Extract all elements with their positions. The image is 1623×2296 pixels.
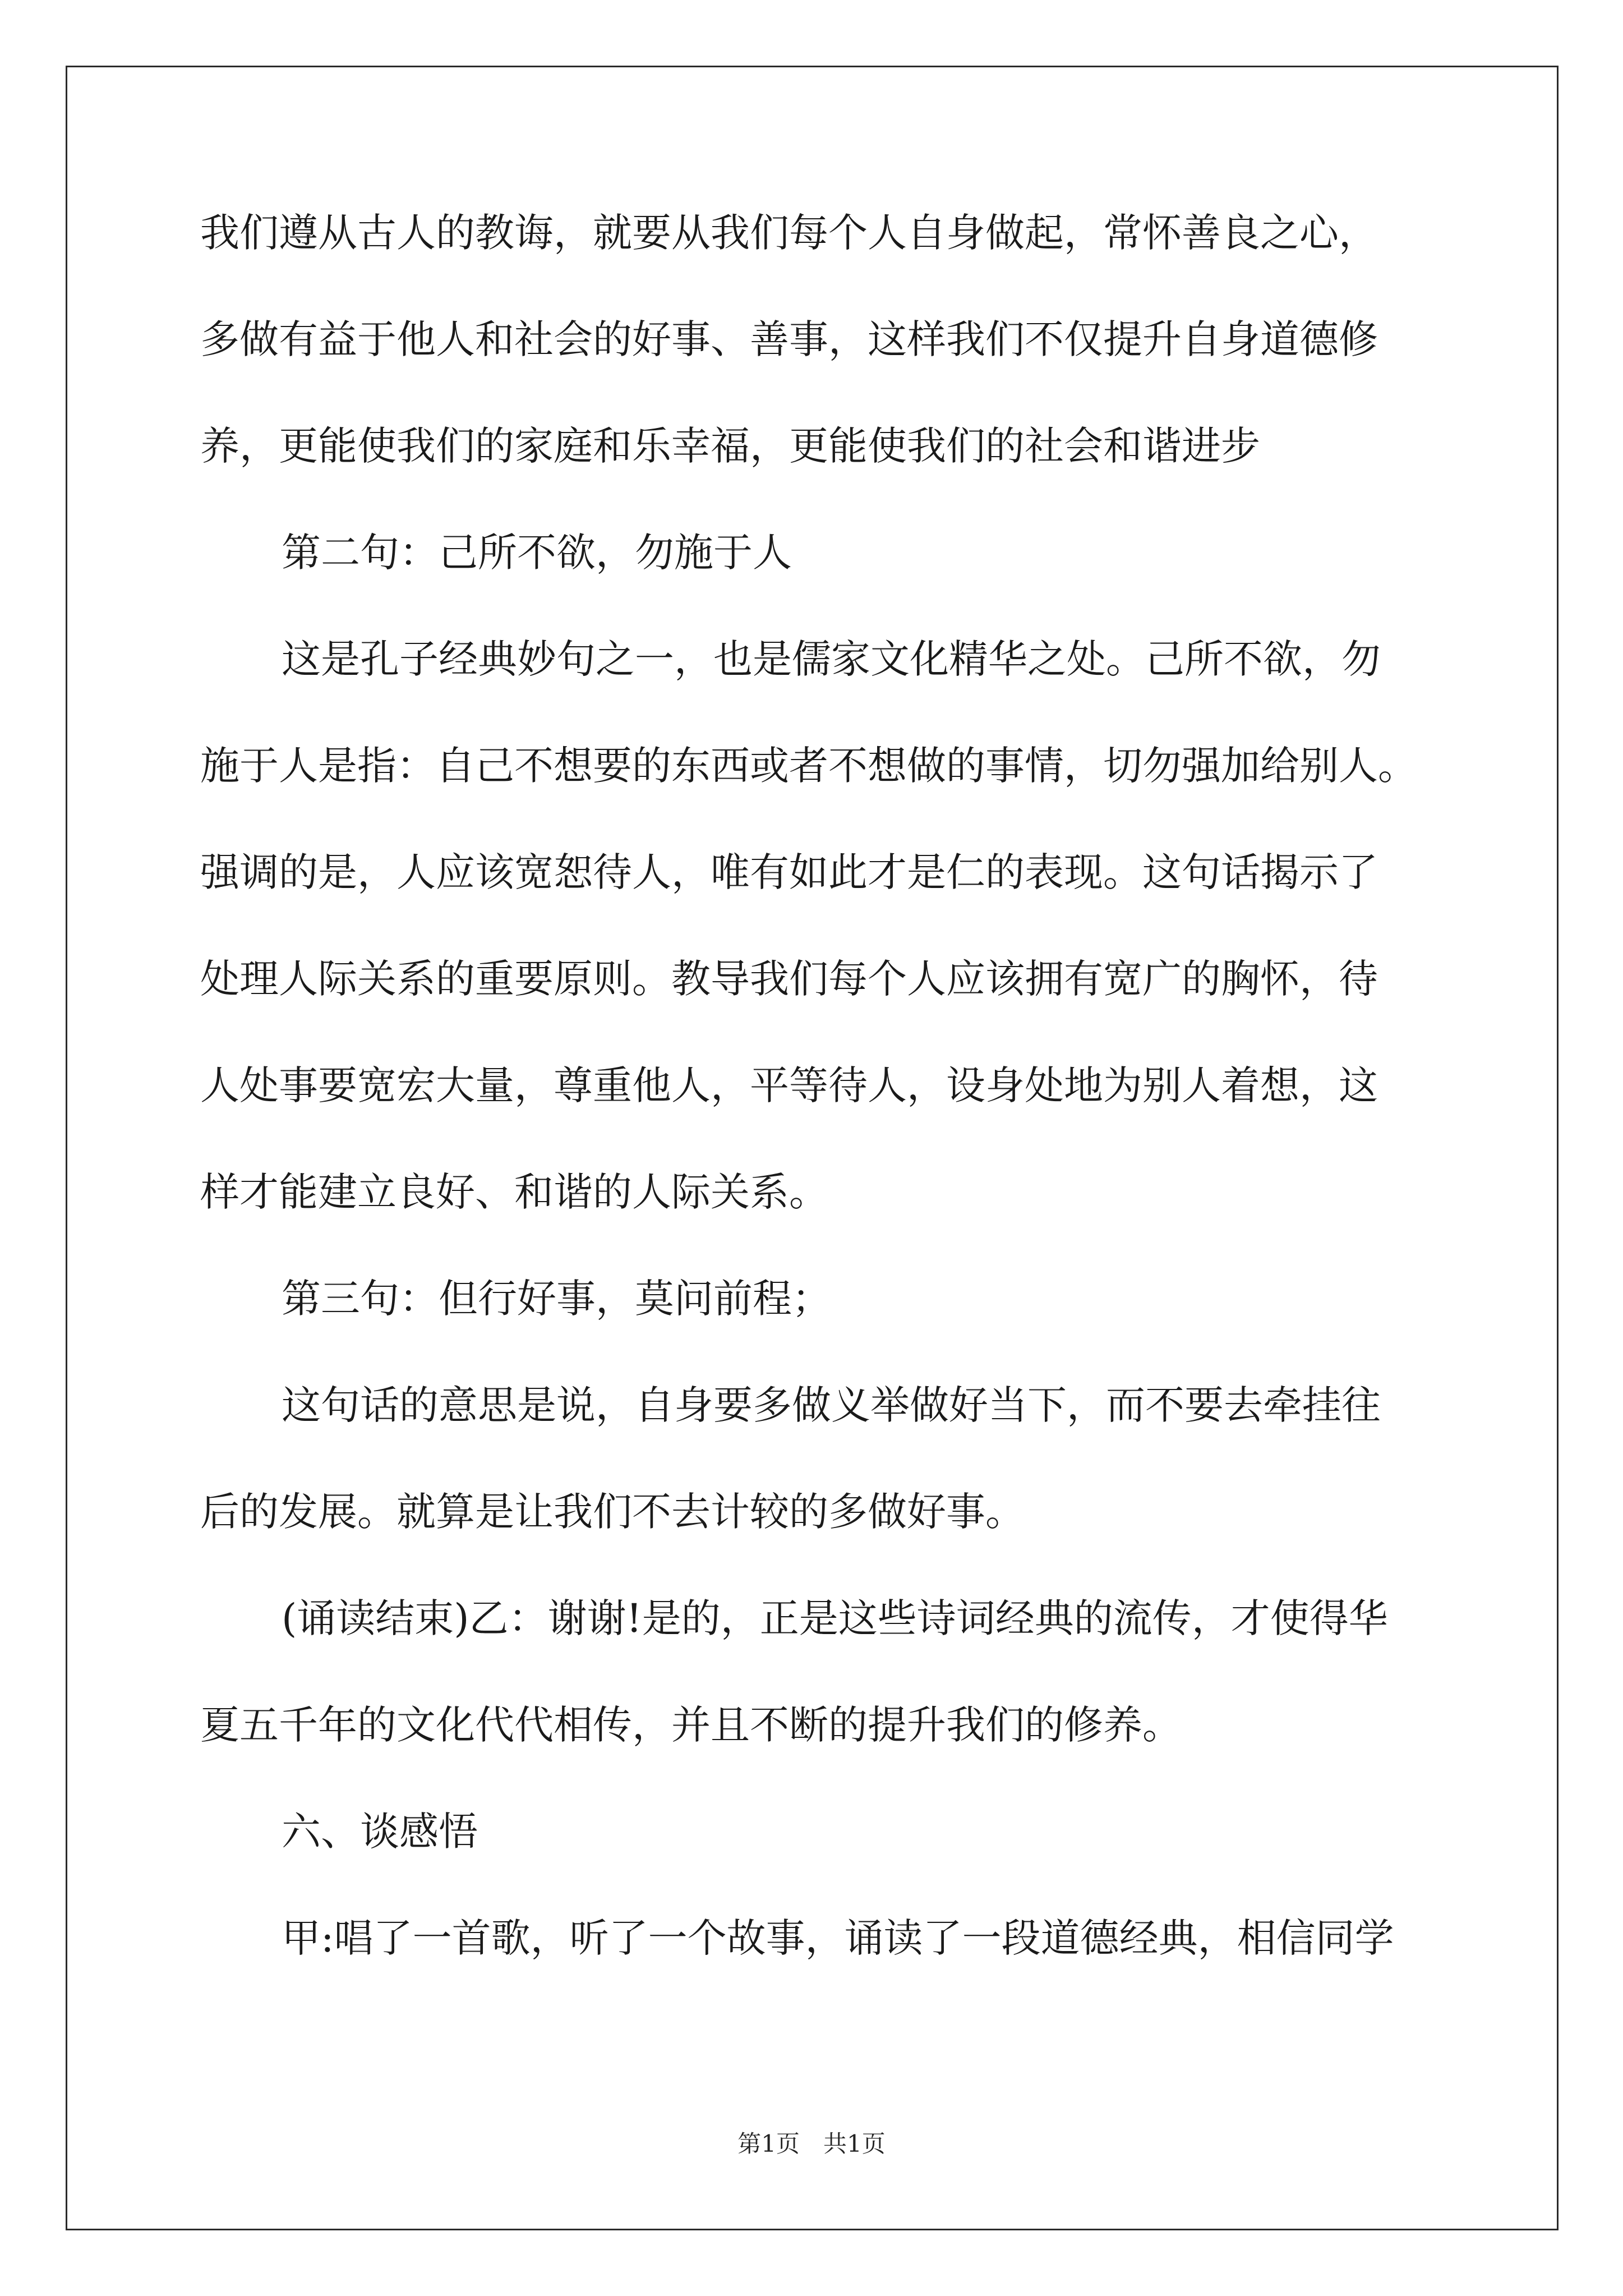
text-line: 我们遵从古人的教诲，就要从我们每个人自身做起，常怀善良之心， <box>200 210 1378 256</box>
text-line: (诵读结束)乙：谢谢!是的，正是这些诗词经典的流传，才使得华 <box>282 1595 1388 1641</box>
text-line: 这是孔子经典妙句之一，也是儒家文化精华之处。己所不欲，勿 <box>282 636 1381 682</box>
text-line: 样才能建立良好、和谐的人际关系。 <box>200 1169 828 1215</box>
text-line: 夏五千年的文化代代相传，并且不断的提升我们的修养。 <box>200 1702 1182 1748</box>
text-line: 强调的是，人应该宽恕待人，唯有如此才是仁的表现。这句话揭示了 <box>200 849 1378 895</box>
document-body <box>200 210 1480 2025</box>
text-line: 这句话的意思是说，自身要多做义举做好当下，而不要去牵挂往 <box>282 1382 1381 1428</box>
text-line: 甲:唱了一首歌，听了一个故事，诵读了一段道德经典，相信同学 <box>282 1915 1394 1961</box>
section-heading: 第二句：己所不欲，勿施于人 <box>282 530 792 576</box>
text-line: 处理人际关系的重要原则。教导我们每个人应该拥有宽广的胸怀，待 <box>200 956 1378 1002</box>
section-heading: 六、谈感悟 <box>282 1809 478 1855</box>
text-line: 多做有益于他人和社会的好事、善事，这样我们不仅提升自身道德修 <box>200 316 1378 362</box>
page-number-footer: 第1页 共1页 <box>737 2130 886 2157</box>
text-line: 人处事要宽宏大量，尊重他人，平等待人，设身处地为别人着想，这 <box>200 1062 1378 1108</box>
text-line: 施于人是指：自己不想要的东西或者不想做的事情，切勿强加给别人。 <box>200 743 1417 789</box>
text-line: 养，更能使我们的家庭和乐幸福，更能使我们的社会和谐进步 <box>200 423 1260 469</box>
section-heading: 第三句：但行好事，莫问前程； <box>282 1276 831 1322</box>
text-line: 后的发展。就算是让我们不去计较的多做好事。 <box>200 1489 1025 1535</box>
